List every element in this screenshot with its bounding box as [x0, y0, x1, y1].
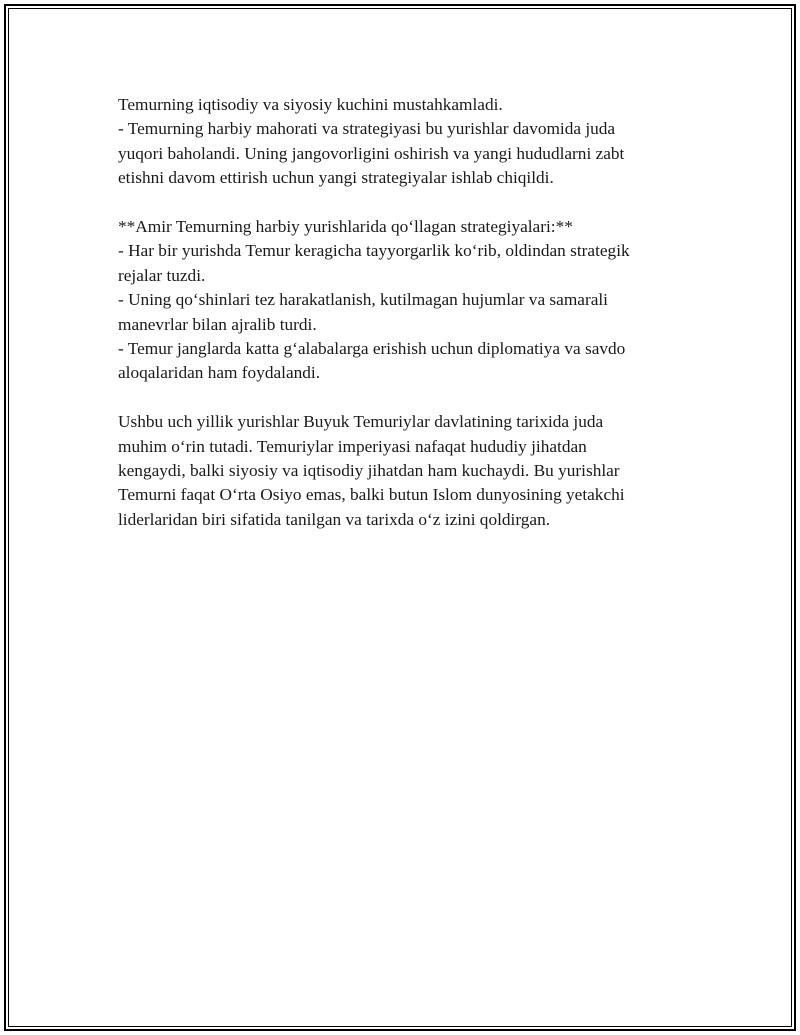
paragraph-spacer: [118, 386, 698, 410]
text-line: rejalar tuzdi.: [118, 265, 206, 285]
text-line: - Temurning harbiy mahorati va strategiyasi bu yurishlar davomida juda: [118, 119, 616, 139]
text-line: yuqori baholandi. Uning jangovorligini oshirish va yangi hududlarni zabt: [118, 143, 625, 163]
text-line: Temurning iqtisodiy va siyosiy kuchini mustahkamladi.: [118, 95, 503, 114]
text-line: etishni davom ettirish uchun yangi strategiyalar ishlab chiqildi.: [118, 168, 554, 188]
document-body: [118, 93, 698, 532]
text-line: aloqalaridan ham foydalandi.: [118, 363, 321, 383]
text-line: Temurni faqat O‘rta Osiyo emas, balki butun Islom dunyosining yetakchi: [118, 485, 625, 505]
text-line: liderlaridan biri sifatida tanilgan va tarixda o‘z izini qoldirgan.: [118, 509, 551, 529]
text-line: muhim o‘rin tutadi. Temuriylar imperiyasi nafaqat hududiy jihatdan: [118, 436, 587, 456]
text-line: Ushbu uch yillik yurishlar Buyuk Temuriylar davlatining tarixida juda: [118, 412, 604, 432]
text-line: - Temur janglarda katta g‘alabalarga erishish uchun diplomatiya va savdo: [118, 339, 626, 359]
text-line: kengaydi, balki siyosiy va iqtisodiy jihatdan ham kuchaydi. Bu yurishlar: [118, 461, 620, 481]
text-line: - Har bir yurishda Temur keragicha tayyorgarlik ko‘rib, oldindan strategik: [118, 241, 630, 261]
section-heading: **Amir Temurning harbiy yurishlarida qo‘llagan strategiyalari:**: [118, 217, 573, 237]
paragraph-spacer: [118, 191, 698, 215]
text-line: - Uning qo‘shinlari tez harakatlanish, kutilmagan hujumlar va samarali: [118, 290, 608, 310]
text-line: manevrlar bilan ajralib turdi.: [118, 314, 317, 334]
